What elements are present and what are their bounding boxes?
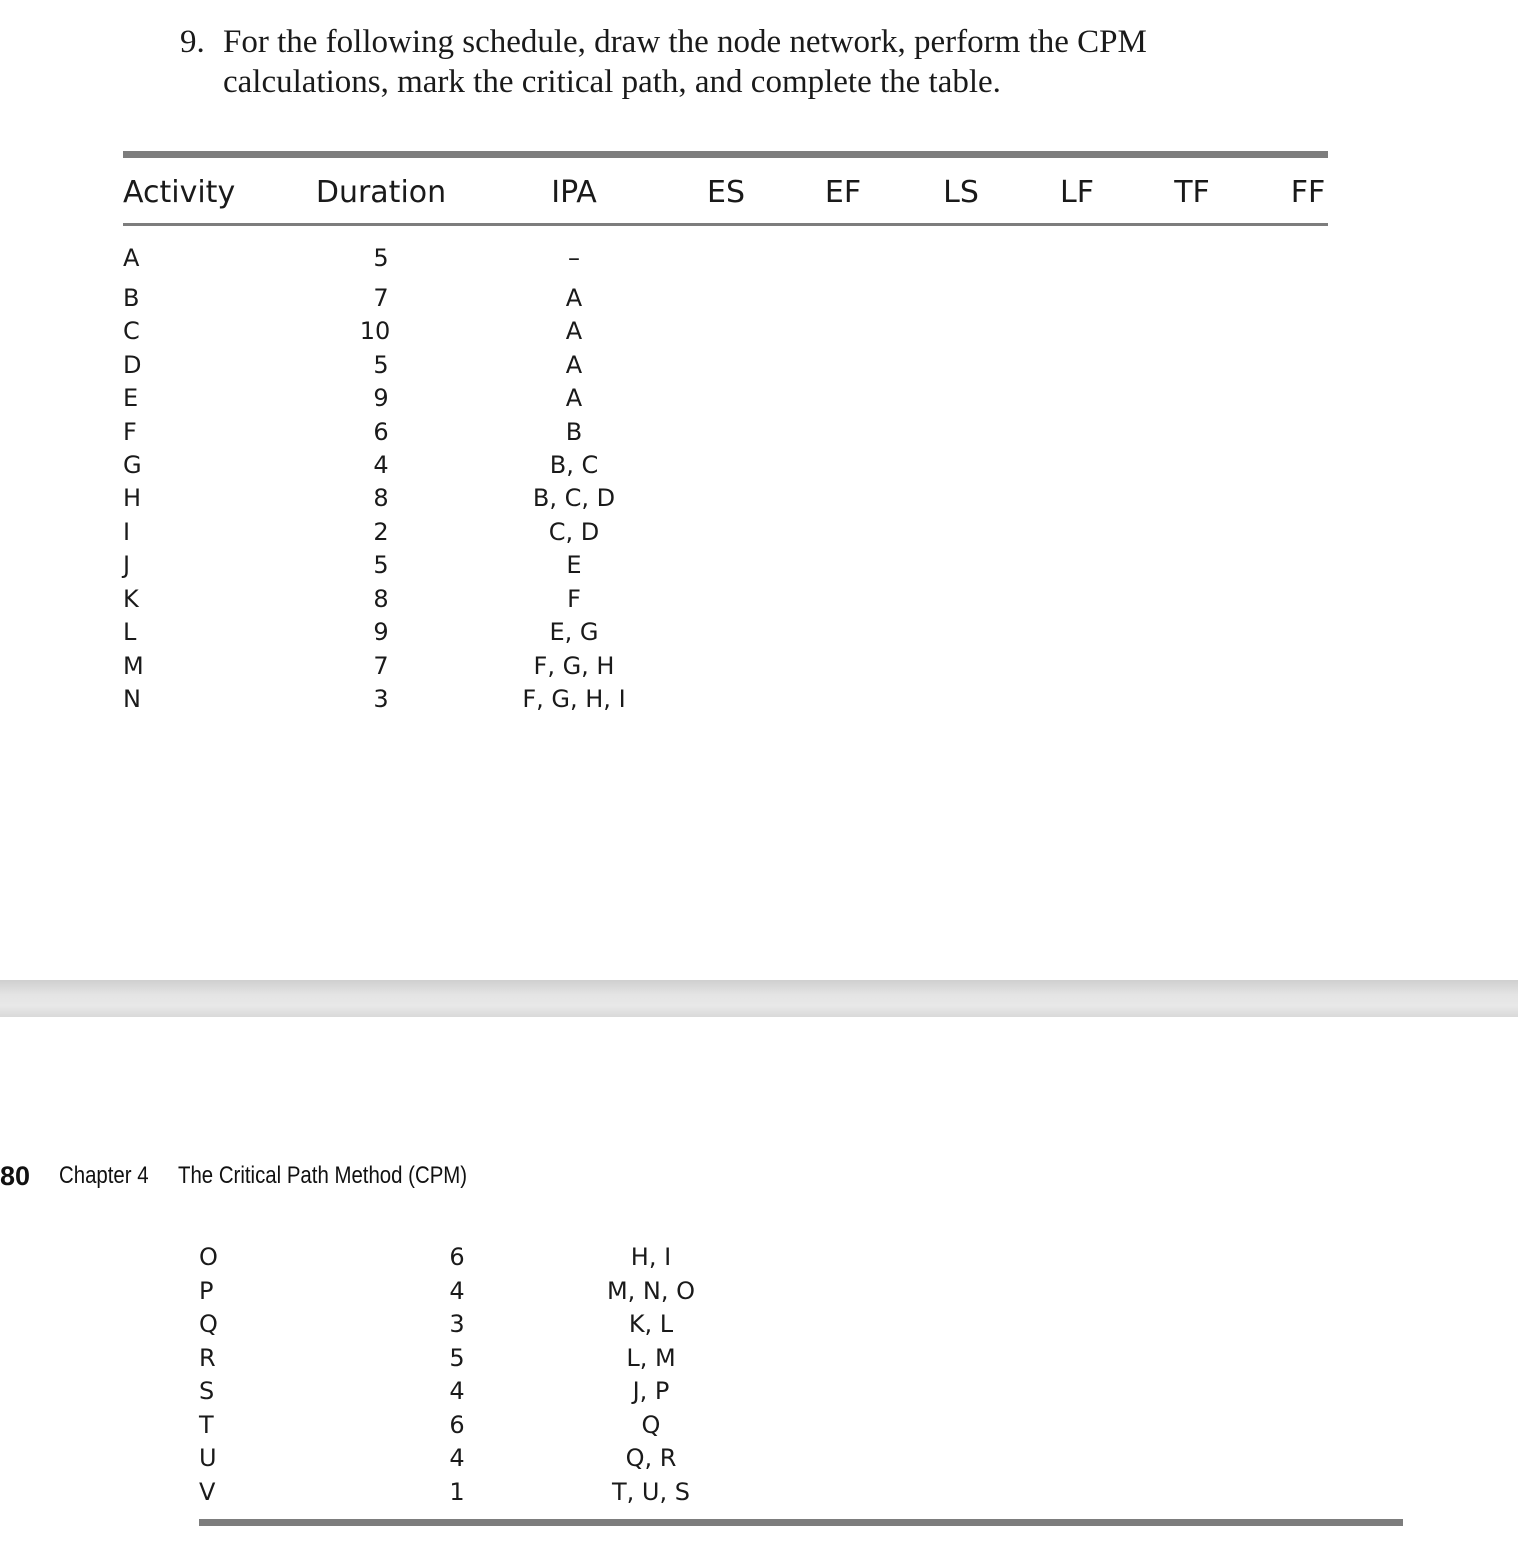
question-text: For the following schedule, draw the node network, perform the CPM calculations, mark the critical path, and complete the table.	[223, 24, 1147, 100]
row-m-ipa: F, G, H	[533, 652, 615, 680]
row-r-duration: 5	[449, 1344, 465, 1372]
row-q-duration: 3	[449, 1310, 465, 1338]
row-c-activity: C	[123, 317, 140, 345]
footer-chapter-title: The Critical Path Method (CPM)	[178, 1162, 468, 1189]
row-a-activity: A	[123, 244, 140, 272]
row-o-duration: 6	[449, 1243, 465, 1271]
row-c-ipa: A	[565, 317, 583, 345]
row-r-activity: R	[199, 1344, 216, 1372]
row-d-duration: 5	[373, 351, 389, 379]
row-l-activity: L	[123, 618, 137, 646]
header-ef: EF	[824, 175, 862, 210]
row-t-ipa: Q	[641, 1411, 661, 1439]
row-g-ipa: B, C	[549, 451, 599, 479]
row-s-activity: S	[199, 1377, 215, 1405]
row-f-ipa: B	[565, 418, 583, 446]
row-r-ipa: L, M	[626, 1344, 676, 1372]
row-i-duration: 2	[373, 518, 389, 546]
header-ls: LS	[943, 175, 979, 210]
header-tf: TF	[1174, 175, 1210, 210]
row-u-ipa: Q, R	[625, 1444, 677, 1472]
row-k-ipa: F	[567, 585, 581, 613]
row-q-ipa: K, L	[628, 1310, 674, 1338]
row-f-duration: 6	[373, 418, 389, 446]
row-j-activity: J	[123, 551, 131, 579]
row-k-activity: K	[123, 585, 139, 613]
row-h-duration: 8	[373, 484, 389, 512]
header-ipa: IPA	[551, 175, 597, 210]
row-m-duration: 7	[373, 652, 389, 680]
row-p-ipa: M, N, O	[606, 1277, 696, 1305]
row-e-duration: 9	[373, 384, 389, 412]
header-duration: Duration	[315, 175, 447, 210]
row-g-duration: 4	[373, 451, 389, 479]
row-b-duration: 7	[373, 284, 389, 312]
row-s-duration: 4	[449, 1377, 465, 1405]
footer-chapter: Chapter 4	[59, 1162, 149, 1189]
row-t-activity: T	[199, 1411, 214, 1439]
row-n-ipa: F, G, H, I	[522, 685, 626, 713]
row-n-activity: N	[123, 685, 141, 713]
row-v-activity: V	[199, 1478, 216, 1506]
row-u-duration: 4	[449, 1444, 465, 1472]
row-g-activity: G	[123, 451, 142, 479]
row-d-activity: D	[123, 351, 142, 379]
page-break	[0, 980, 1518, 1017]
header-activity: Activity	[123, 175, 236, 210]
row-b-ipa: A	[565, 284, 583, 312]
row-l-duration: 9	[373, 618, 389, 646]
row-k-duration: 8	[373, 585, 389, 613]
row-s-ipa: J, P	[632, 1377, 670, 1405]
row-h-activity: H	[123, 484, 142, 512]
row-j-ipa: E	[566, 551, 582, 579]
row-f-activity: F	[123, 418, 137, 446]
row-a-ipa: –	[568, 244, 580, 272]
row-p-duration: 4	[449, 1277, 465, 1305]
row-n-duration: 3	[373, 685, 389, 713]
row-e-ipa: A	[565, 384, 583, 412]
row-h-ipa: B, C, D	[532, 484, 616, 512]
row-i-ipa: C, D	[548, 518, 600, 546]
row-t-duration: 6	[449, 1411, 465, 1439]
row-o-activity: O	[199, 1243, 218, 1271]
table-top-rule	[123, 151, 1328, 158]
header-lf: LF	[1060, 175, 1094, 210]
row-e-activity: E	[123, 384, 139, 412]
row-v-duration: 1	[449, 1478, 465, 1506]
row-q-activity: Q	[199, 1310, 218, 1338]
row-d-ipa: A	[565, 351, 583, 379]
row-l-ipa: E, G	[549, 618, 599, 646]
row-b-activity: B	[123, 284, 140, 312]
row-c-duration: 10	[359, 317, 391, 345]
table-header-rule	[123, 223, 1328, 226]
row-i-activity: I	[123, 518, 131, 546]
page-number: 80	[0, 1161, 31, 1191]
table-bottom-rule	[199, 1519, 1403, 1526]
row-j-duration: 5	[373, 551, 389, 579]
row-p-activity: P	[199, 1277, 214, 1305]
row-v-ipa: T, U, S	[612, 1478, 690, 1506]
row-a-duration: 5	[373, 244, 389, 272]
header-es: ES	[707, 175, 745, 210]
question-number: 9.	[180, 24, 205, 60]
row-o-ipa: H, I	[630, 1243, 672, 1271]
header-ff: FF	[1290, 175, 1326, 210]
row-u-activity: U	[199, 1444, 217, 1472]
row-m-activity: M	[123, 652, 144, 680]
